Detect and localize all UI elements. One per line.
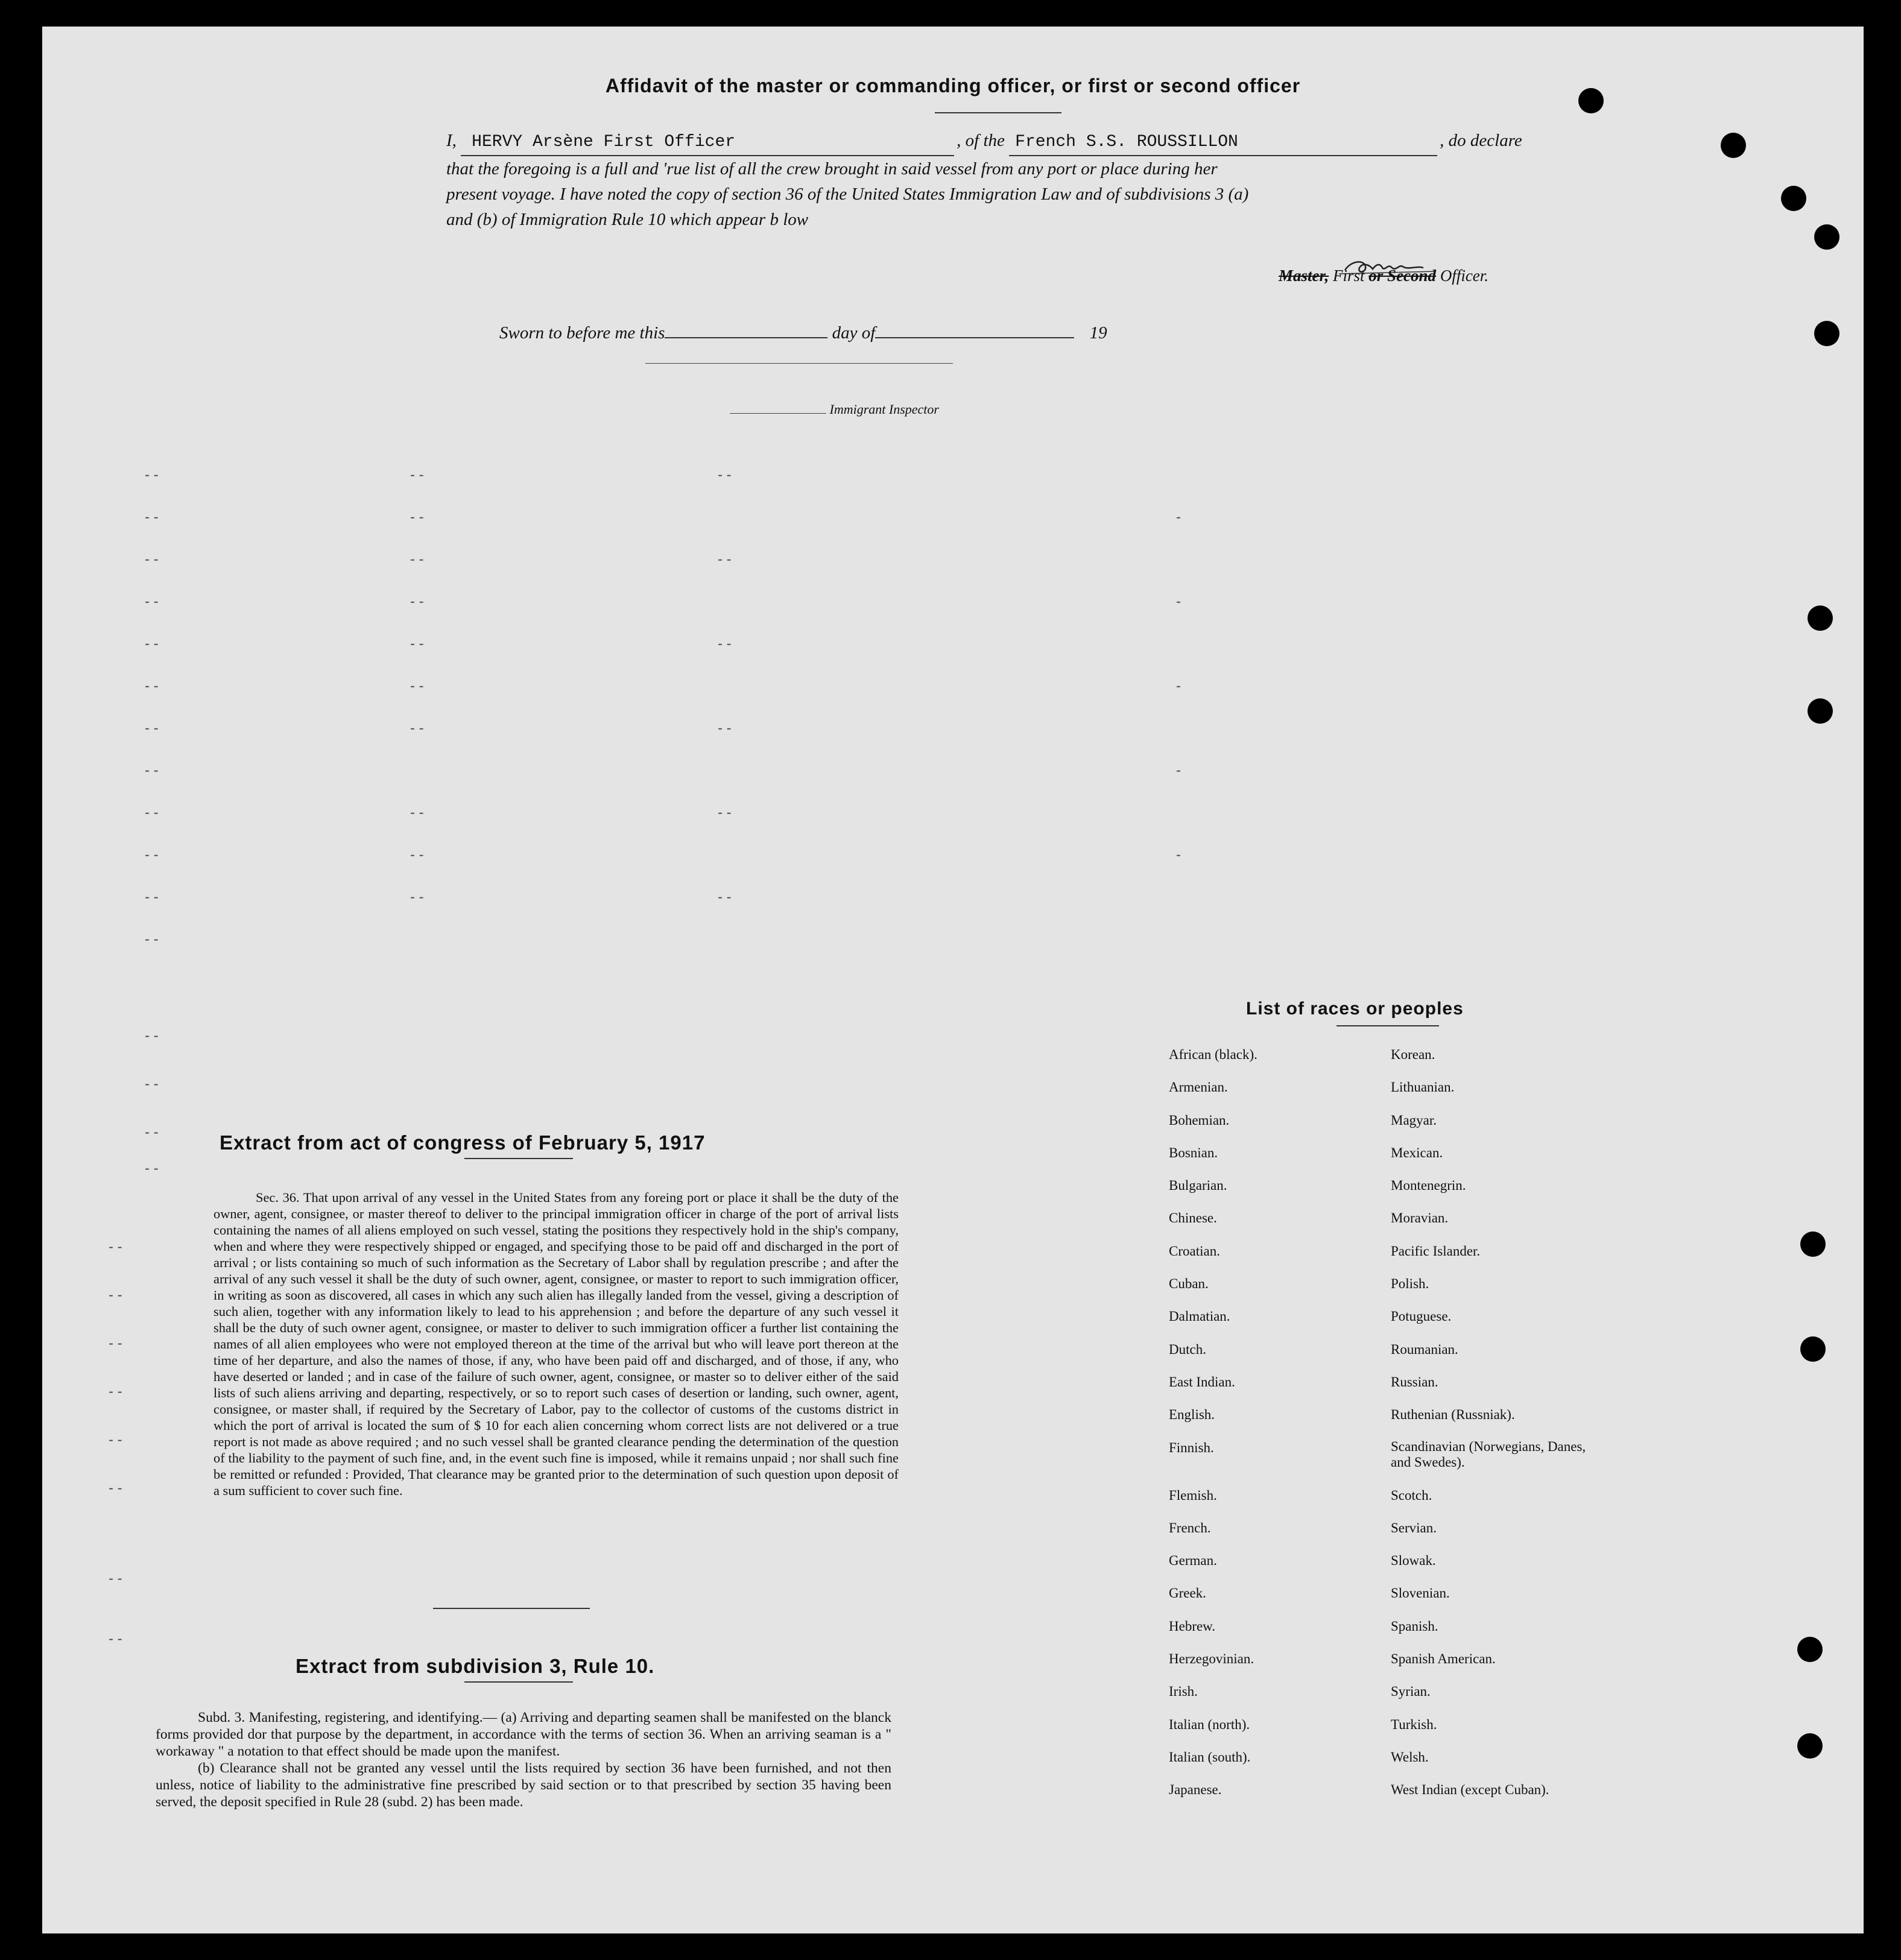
section-divider [433, 1608, 590, 1609]
extract-rule-underline [464, 1681, 573, 1683]
inspector-label: Immigrant Inspector [829, 402, 939, 417]
declaration-line-1 [446, 128, 1616, 156]
races-column-right [1391, 1046, 1644, 1814]
race-item: Magyar. [1391, 1112, 1437, 1128]
race-item: Flemish. [1169, 1487, 1217, 1503]
nationality-value: French [1015, 133, 1076, 151]
race-item: Bulgarian. [1169, 1178, 1227, 1193]
race-item: Turkish. [1391, 1716, 1437, 1732]
declaration-text [446, 128, 1616, 232]
race-item: Hebrew. [1169, 1618, 1216, 1634]
race-item: Montenegrin. [1391, 1178, 1466, 1193]
inspector-line [730, 402, 939, 417]
of-the-label: , of the [957, 131, 1005, 150]
race-item: Italian (north). [1169, 1716, 1250, 1732]
signature-label-officer: Officer. [1440, 267, 1489, 285]
rule-10-para-b: (b) Clearance shall not be granted any vessel until the lists required by section 36 have been furnished, and not then unless, notice of liability to the administrative fine prescribed by said section or to that prescribed by section 35 having been served, the deposit specified in Rule 28 (subd. 2) has been made. [156, 1760, 891, 1810]
races-list-title: List of races or peoples [1246, 999, 1464, 1019]
race-item: English. [1169, 1407, 1215, 1423]
sworn-prefix: Sworn to before me this [499, 323, 665, 343]
sworn-day-label: day of [832, 323, 876, 343]
punch-hole [1797, 1637, 1823, 1662]
punch-hole [1808, 698, 1833, 724]
declaration-pronoun: I, [446, 131, 457, 150]
race-item: Spanish American. [1391, 1651, 1496, 1667]
race-item: Roumanian. [1391, 1341, 1458, 1357]
affidavit-title: Affidavit of the master or commanding officer, or first or second officer [605, 75, 1301, 96]
sworn-month-field [875, 337, 1074, 338]
vessel-name-value: S.S. ROUSSILLON [1086, 133, 1238, 151]
race-item: Dalmatian. [1169, 1309, 1230, 1324]
punch-hole [1808, 605, 1833, 631]
declaration-line-4: and (b) of Immigration Rule 10 which appear b low [446, 210, 809, 229]
race-item: Slowak. [1391, 1553, 1436, 1569]
punch-hole [1797, 1733, 1823, 1759]
race-item: Lithuanian. [1391, 1080, 1455, 1095]
race-item: Bohemian. [1169, 1112, 1230, 1128]
race-item: Finnish. [1169, 1440, 1214, 1455]
race-item: Pacific Islander. [1391, 1243, 1481, 1259]
race-item: Japanese. [1169, 1782, 1222, 1798]
section-36-text: Sec. 36. That upon arrival of any vessel in the United States from any foreing port or place it shall be the duty of the owner, agent, consignee, or master thereof to deliver to the principal immigration officer in charge of the port of arrival lists containing the names of all aliens employed on such vessel, stating the positions they respectively hold in the ship's company, when and where they were respectively shipped or engaged, and specifying those to be paid off and discharged in the port of arrival ; or lists containing so much of such information as the Secretary of Labor shall by regulation prescribe ; and after the arrival of any such vessel it shall be the duty of such owner, agent, consignee, or master to report to such immigration officer, in writing as soon as discovered, all cases in which any such alien has illegally landed from the vessel, giving a description of such alien, together with any information likely to lead to his apprehension ; and before the departure of any such vessel it shall be the duty of such owner agent, consignee, or master to deliver to such immigration officer a further list containing the names of all alien employees who were not employed thereon at the time of the arrival but who will leave port thereon at the time of her departure, and also the names of those, if any, who have been paid off and discharged, and of those, if any, who have deserted or landed ; and in case of the failure of such owner, agent, consignee, or master so to deliver either of the said lists of such aliens arriving and departing, respectively, or so to report such cases of desertion or landing, such owner, agent, consignee, or master shall, if required by the Secretary of Labor, pay to the collector of customs of the customs district in which the port of arrival is located the sum of $ 10 for each alien concerning whom correct lists are not delivered or a true report is not made as above required ; and no such vessel shall be granted clearance pending the determination of the question of the liability to the payment of such fine, and, in the event such fine is imposed, while it remains unpaid ; nor shall such fine be remitted or refunded : Provided, That clearance may be granted prior to the determination of such question upon deposit of a sum sufficient to cover such fine. [214, 1190, 899, 1498]
signature-label-master: Master, [1279, 267, 1329, 285]
race-item: African (black). [1169, 1047, 1257, 1062]
inspector-blank [730, 413, 826, 414]
race-item: Irish. [1169, 1684, 1198, 1699]
race-item: Ruthenian (Russniak). [1391, 1407, 1515, 1423]
race-item: Dutch. [1169, 1341, 1206, 1357]
sworn-year-label: 19 [1089, 323, 1107, 343]
title-underline [935, 112, 1061, 113]
race-item: Welsh. [1391, 1749, 1429, 1765]
race-item: Mexican. [1391, 1145, 1443, 1160]
races-title-underline [1336, 1025, 1439, 1026]
race-item: West Indian (except Cuban). [1391, 1782, 1549, 1798]
rule-10-para-a: Subd. 3. Manifesting, registering, and identifying.— (a) Arriving and departing seamen shall be manifested on the blanck forms provided dor that purpose by the department, in accordance with the terms of section 36. When an arriving seaman is a " workaway " a notation to that effect should be made upon the manifest. [156, 1710, 891, 1759]
signature-label-second: or Second [1368, 267, 1437, 285]
nationality-field [1009, 130, 1437, 156]
race-item: Servian. [1391, 1520, 1437, 1535]
race-item: Armenian. [1169, 1080, 1228, 1095]
race-item: Russian. [1391, 1374, 1438, 1389]
sworn-date-field [665, 337, 827, 338]
extract-act-underline [464, 1158, 573, 1159]
race-item: Syrian. [1391, 1684, 1431, 1699]
punch-hole [1781, 186, 1806, 211]
race-item: Spanish. [1391, 1618, 1438, 1634]
race-item: East Indian. [1169, 1374, 1235, 1389]
race-item: Herzegovinian. [1169, 1651, 1254, 1667]
race-item: Greek. [1169, 1585, 1206, 1601]
sworn-line [499, 323, 1107, 343]
race-item: Bosnian. [1169, 1145, 1218, 1160]
punch-hole [1814, 321, 1839, 346]
race-item: French. [1169, 1520, 1211, 1535]
race-item: Potuguese. [1391, 1309, 1452, 1324]
race-item: Moravian. [1391, 1210, 1449, 1226]
extract-rule-body [156, 1709, 891, 1810]
declaration-line-3: present voyage. I have noted the copy of section 36 of the United States Immigration Law and of subdivisions 3 (a) [446, 185, 1249, 204]
signature-label-first: First [1333, 267, 1365, 285]
officer-name-field: HERVY Arsène First Officer [461, 130, 954, 156]
race-item: Polish. [1391, 1276, 1429, 1292]
punch-hole [1814, 224, 1839, 250]
race-item: Scotch. [1391, 1487, 1432, 1503]
races-column-left [1169, 1046, 1350, 1814]
extract-act-title: Extract from act of congress of February 5, 1917 [220, 1131, 706, 1154]
punch-hole [1800, 1231, 1826, 1257]
declaration-line-2: that the foregoing is a full and 'rue list of all the crew brought in said vessel from any port or place during her [446, 159, 1218, 179]
race-item: Korean. [1391, 1047, 1435, 1062]
inspector-signature-line [645, 363, 953, 364]
race-item: Croatian. [1169, 1243, 1220, 1259]
race-item: Slovenian. [1391, 1585, 1450, 1601]
punch-hole [1800, 1336, 1826, 1362]
race-item: Chinese. [1169, 1210, 1217, 1226]
race-item: Scandinavian (Norwegians, Danes, and Swedes). [1391, 1438, 1586, 1470]
extract-rule-title: Extract from subdivision 3, Rule 10. [296, 1655, 655, 1677]
race-item: Cuban. [1169, 1276, 1209, 1292]
punch-hole [1721, 133, 1746, 158]
signature-caption [1279, 267, 1488, 285]
race-item: Italian (south). [1169, 1749, 1251, 1765]
race-item: German. [1169, 1553, 1217, 1569]
extract-act-body [214, 1189, 899, 1499]
do-declare-label: , do declare [1440, 131, 1522, 150]
manifest-page: ‐ ‐ ‐ ‐ ‐ ‐ ‐ ‐ ‐ ‐ ‐ ‐ ‐ ‐ ‐ ‐ ‐ ‐ ‐ ‐ ‐ ‐ ‐ ‐ ‐ ‐ ‐ ‐ ‐ ‐ ‐ ‐ ‐ ‐ ‐ ‐ ‐ ‐ ‐ ‐ ‐ ‐ ‐ ‐ ‐ ‐ ‐ ‐ ‐ ‐ ‐ ‐ ‐ ‐ ‐ ‐ ‐ ‐ ‐ ‐ ‐ ‐ ‐ ‐ ‐ ‐ ‐ ‐ ‐ ‐ ‐ ‐ ‐ ‐ ‐ ‐ ‐ ‐ ‐ ‐ ‐ ‐ ‐ ‐ ‐ Affidavit of the master or commanding officer, or first or second officer I, HERVY Arsène First Officer , of the French S.S. ROUSSILLON , do declare that the foregoing is a full and 'rue list of all the crew brought in said vessel from any port or place during her present voyage. I have noted the copy of section 36 of the United States Immigration Law and of subdivisions 3 (a) and (b) of Immigration Rule 10 which appear b low Master, First or Second Officer. Sworn to before me this day of 19 Immigrant Inspector Extract from act of congress of February 5, 1917 Sec. 36. That upon arrival of any vessel in the United States from any foreing port or place it shall be the duty of the owner, agent, consignee, or master thereof to deliver to the principal immigration officer in charge of the port of arrival lists containing the names of all aliens employed on such vessel, stating the positions they respectively hold in the ship's company, when and where they were respectively shipped or engaged, and specifying those to be paid off and discharged in the port of arrival ; or lists containing so much of such information as the Secretary of Labor shall by regulation prescribe ; and after the arrival of any such vessel it shall be the duty of such owner, agent, consignee, or master to report to such immigration officer, in writing as soon as discovered, all cases in which any such alien has illegally landed from the vessel, giving a description of such alien, together with any information likely to lead to his apprehension ; and before the departure of any such vessel it shall be the duty of such owner agent, consignee, or master to deliver to such immigration officer a further list containing the names of all alien employees who were not employed thereon at the time of the arrival but who will leave port thereon at the time of her departure, and also the names of those, if any, who have been paid off and discharged, and of those, if any, who have deserted or landed ; and in case of the failure of such owner, agent, consignee, or master so to deliver either of the said lists of such aliens arriving and departing, respectively, or so to report such cases of desertion or landing, such owner, agent, consignee, or master shall, if required by the Secretary of Labor, pay to the collector of customs of the customs district in which the port of arrival is located the sum of $ 10 for each alien concerning whom correct lists are not delivered or a true report is not made as above required ; and no such vessel shall be granted clearance pending the determination of the question of the liability to the payment of such fine, and, in the event such fine is imposed, while it remains unpaid ; nor shall such fine be remitted or refunded : Provided, That clearance may be granted prior to the determination of such question upon deposit of a sum sufficient to cover such fine. Extract from subdivision 3, Rule 10. Subd. 3. Manifesting, registering, and identifying.— (a) Arriving and departing seamen shall be manifested on the blanck forms provided dor that purpose by the department, in accordance with the terms of section 36. When an arriving seaman is a " workaway " a notation to that effect should be made upon the manifest. (b) Clearance shall not be granted any vessel until the lists required by section 36 have been furnished, and not then unless, notice of liability to the administrative fine prescribed by said section or to that prescribed by section 35 having been served, the deposit specified in Rule 28 (subd. 2) has been made. List of races or peoples African (black). Armenian. Bohemian. Bosnian. Bulgarian. Chinese. Croatian. Cuban. Dalmatian. Dutch. East Indian. English. Finnish. Flemish. French. German. Greek. Hebrew. Herzegovinian. Irish. Italian (north). Italian (south). Japanese. Korean. Lithuanian. Magyar. Mexican. Montenegrin. Moravian. Pacific Islander. Polish. Potuguese. Roumanian. Russian. Ruthenian (Russniak). Scandinavian (Norwegians, Danes, and Swedes). Scotch. Servian. Slowak. Slovenian. Spanish. Spanish American. Syrian. Turkish. Welsh. West Indian (except Cuban). [42, 27, 1864, 1933]
